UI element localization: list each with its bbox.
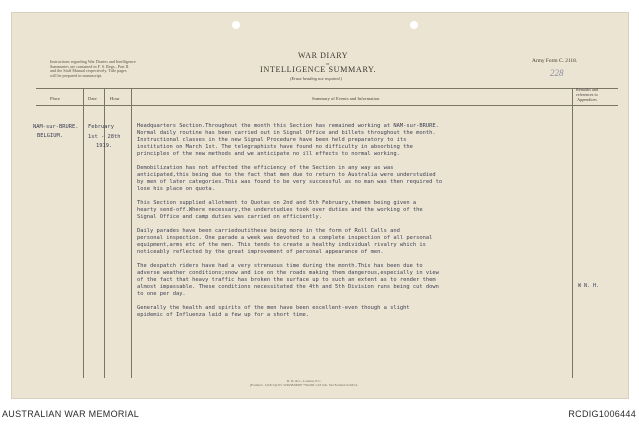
column-rule [131,88,132,378]
footer-catalog-id: RCDIG1006444 [568,409,636,419]
column-header-date: Date [88,96,97,101]
title-or: or [326,61,330,66]
column-rule [83,88,84,378]
column-header-hour: Hour [110,96,120,101]
footer-source: AUSTRALIAN WAR MEMORIAL [2,409,140,419]
form-reference: Army Form C. 2118. [532,58,578,64]
punch-hole [410,21,418,29]
diary-title: WAR DIARY [298,51,349,60]
page-number: 228 [550,68,564,78]
place-entry: NAM-sur-BRURE. BELGIUM. [33,124,79,139]
summary-text [137,123,442,319]
column-rule [572,88,573,378]
column-header-summary: Summary of Events and Information [312,96,380,101]
paragraph: Headquarters Section.Throughout the month this Section has remained working at NAM-sur-BRURE. Normal daily routine has been carried out in Signal Office and billets throughout the month. Instructional classes in the new Signal Procedure have been held preparatory to its institution on March 1st. The telegraphists have found no difficulty in absorbing the principles of the new methods and we anticipate no ill effects to normal working. [137,123,439,157]
diary-subtitle: INTELLIGENCE SUMMARY. [260,65,377,74]
paragraph: Daily parades have been carriedoutithese being more in the form of Roll Calls and personal inspection. One parade a week was devoted to a complete inspection of all personal equipment,arms etc of the men. This tends to create a healthy individual rivalry which is noticeably reflected by the great improvement of personal appearance of men. [137,228,433,255]
remarks-note: W N. H. [578,283,600,289]
erase-note: (Erase heading not required.) [290,76,343,81]
table-top-rule [36,88,618,89]
printer-imprint: D. D. & L., London, E.C. (Forms/C. 2118/14) Wt. W4958/M687 750,000 1/16 Sch. 52a Forms/C2118/12. [250,379,359,387]
column-header-place: Place [50,96,60,101]
paragraph: This Section supplied allotment to Quotas on 2nd and 5th February,themen being given a hearty send-off.Where necessary,the understudies took over duties and the working of the Signal Office and camp duties was carried on efficiently. [137,200,423,220]
paragraph: The despatch riders have had a very strenuous time during the month.This has been due to adverse weather conditions;snow and ice on the roads making them dangerous,especially in view of the fact that heavy traffic has broken the surface up to such an extent as to render them almost impassable. These conditions necessitated the 4th and 5th Division runs being cut down to one per day. [137,263,439,297]
column-header-remarks: Remarks and references to Appendices [576,87,598,102]
punch-hole [232,21,240,29]
table-header-rule [36,105,618,106]
paragraph: Demobilization has not affected the efficiency of the Section in any way as was anticipated,this being due to the fact that men due to return to Australia were understudied by men of later categories.This was found to be very successful as no man was then required to lose his place on quota. [137,165,443,192]
paragraph: Generally the health and spirits of the men have been excellent-even though a slight epidemic of Influenza laid a few up for a short time. [137,305,410,318]
date-entry: February 1st - 28th 1919. [88,124,121,150]
instructions-note: Instructions regarding War Diaries and Intelligence Summaries are contained in F. S. Regs., Part II. and the Staff Manual respectively. Title pages will be prepared in manuscript. [50,59,136,78]
